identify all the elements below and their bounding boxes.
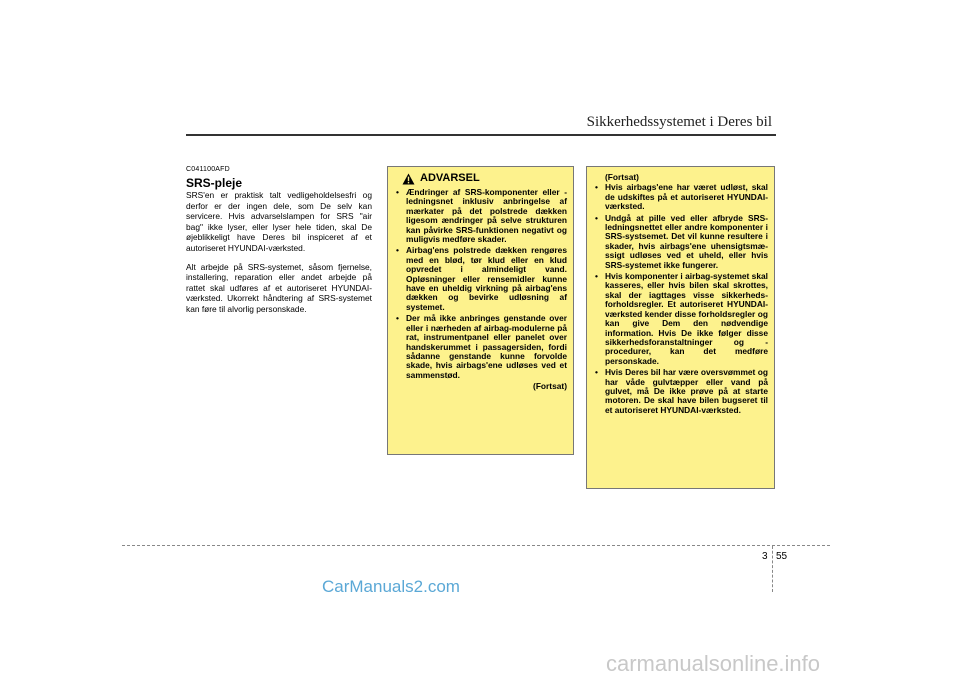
list-item-text: Airbag'ens polstrede dækken rengøres med en blød, tør klud eller en klud opvredet i almindeligt vand. Opløsninger eller rensemidler kunne have en uheldig virkning på airbag'ens dækken og bevirke udløsning af systemet.	[406, 245, 567, 312]
bullet: •	[595, 367, 598, 378]
list-item	[394, 188, 567, 244]
list-item-text: Hvis airbags'ene har været udløst, skal de udskiftes på et autoriseret HYUNDAI-værksted.	[605, 182, 768, 212]
warning-box	[387, 166, 574, 455]
warning-box-continued	[586, 166, 775, 489]
list-item-text: Hvis komponenter i airbag-systemet skal kasseres, eller hvis bilen skal skrottes, skal der iagttages visse sikkerheds-forholdsregler. Et autoriseret HYUNDAI-værksted kender disse forholdsregler og kan give Dem den nødvendige information. Hvis De ikke følger disse sikkerhedsforanstaltninger og -procedurer, kan det medføre personskade.	[605, 271, 768, 366]
header-rule	[186, 134, 776, 136]
srs-care-section	[186, 166, 372, 323]
warning-list	[593, 183, 768, 415]
list-item-text: Ændringer af SRS-komponenter eller -ledningsnet inklusiv anbringelse af mærkater på det polstrede dækken ligesom ændringer på selve strukturen kan påvirke SRS-funktionen negativt og muligvis medføre skader.	[406, 187, 567, 245]
list-item	[593, 183, 768, 211]
bullet: •	[595, 212, 598, 223]
continued-label: (Fortsat)	[533, 381, 567, 392]
warning-list	[394, 188, 567, 380]
paragraph: SRS'en er praktisk talt vedligeholdelsesfri og derfor er der ingen dele, som De selv kan servicere. Hvis advarselslampen for SRS "air bag" ikke lyser, eller lyser hele tiden, skal De øjeblikkeligt have Deres bil inspiceret af et autoriseret HYUNDAI-værksted.	[186, 190, 372, 253]
warning-triangle-icon	[402, 173, 415, 185]
list-item-text: Hvis Deres bil har være oversvømmet og har våde gulvtæpper eller vand på gulvet, må De ikke prøve på at starte motoren. De skal have bilen bugseret til et autoriseret HYUNDAI-værksted.	[605, 367, 768, 415]
page-number: 55	[776, 551, 788, 562]
list-item	[593, 272, 768, 366]
continued-label: (Fortsat)	[605, 172, 639, 182]
paragraph: Alt arbejde på SRS-systemet, såsom fjernelse, installering, reparation eller andet arbejde på rattet skal udføres af et autoriseret HYUNDAI-værksted. Ukorrekt håndtering af SRS-systemet kan føre til alvorlig personskade.	[186, 261, 372, 314]
section-code: C041100AFD	[186, 166, 230, 173]
page-number-divider	[772, 546, 773, 592]
page-header-title: Sikkerhedssystemet i Deres bil	[586, 114, 772, 130]
bullet: •	[396, 187, 399, 197]
section-heading: SRS-pleje	[186, 176, 243, 190]
list-item	[593, 368, 768, 415]
watermark: carmanualsonline.info	[606, 651, 821, 676]
footer-rule	[122, 545, 830, 546]
list-item	[394, 314, 567, 380]
list-item-text: Undgå at pille ved eller afbryde SRS-ledningsnettet eller andre komponenter i SRS-systsemet. Det vil kunne resultere i skader, hvis airbags'ene uhensigtsmæ-ssigt udløses ved et uheld, eller hvis SRS-systemet ikke fungerer.	[605, 212, 768, 270]
watermark-link[interactable]: CarManuals2.com	[322, 577, 460, 596]
list-item	[593, 214, 768, 270]
warning-title: ADVARSEL	[420, 172, 480, 185]
chapter-number: 3	[762, 551, 768, 562]
warning-header	[394, 173, 567, 185]
list-item	[394, 246, 567, 312]
bullet: •	[396, 245, 399, 256]
bullet: •	[595, 271, 598, 282]
bullet: •	[595, 182, 598, 193]
list-item-text: Der må ikke anbringes genstande over eller i nærheden af airbag-modulerne på rat, instrumentpanel eller panelet over handskerummet i passagersiden, fordi sådanne genstande kunne forvolde skade, hvis airbags'ene udløses ved et sammenstød.	[406, 313, 567, 380]
bullet: •	[396, 313, 399, 324]
